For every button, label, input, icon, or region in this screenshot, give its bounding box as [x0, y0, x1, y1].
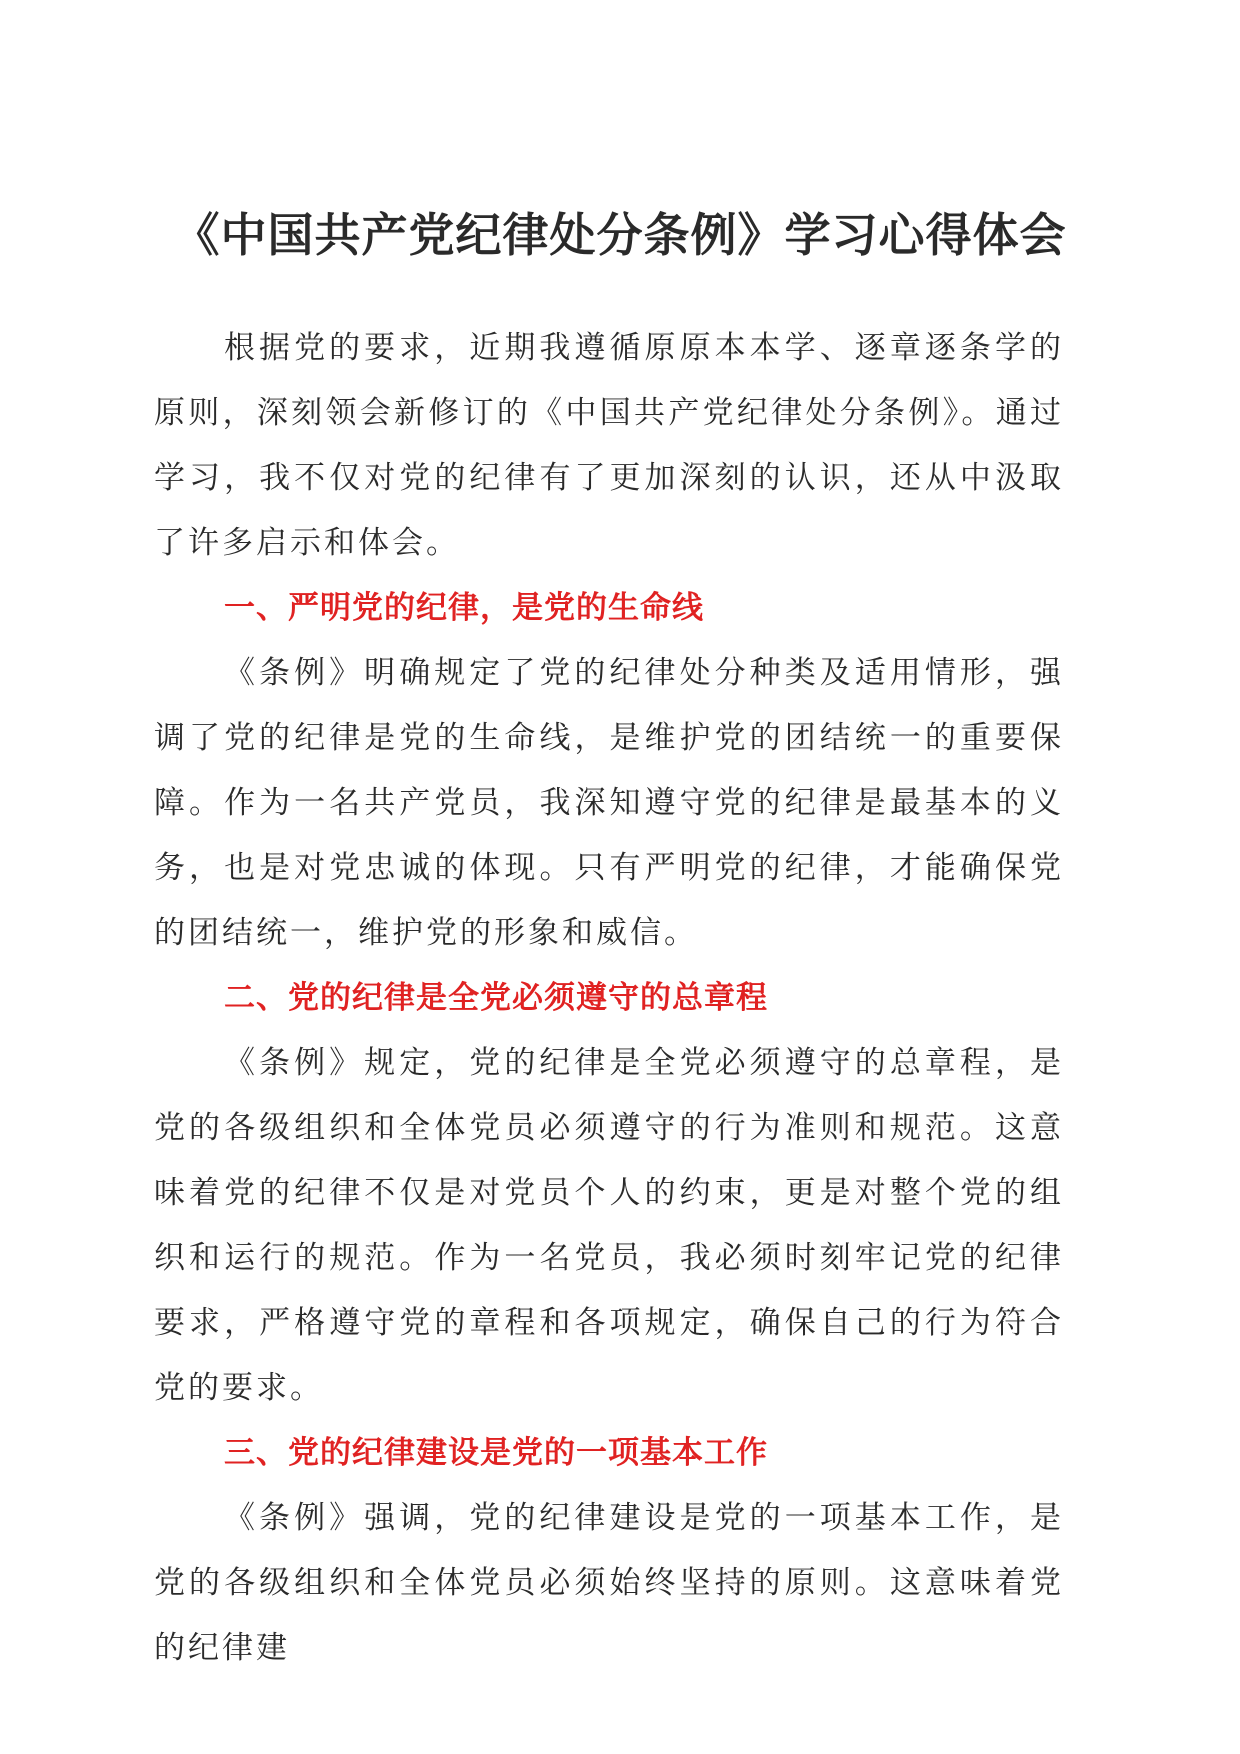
section-heading-1: 一、严明党的纪律，是党的生命线: [224, 590, 704, 626]
section-heading-3: 三、党的纪律建设是党的一项基本工作: [224, 1435, 768, 1471]
section-paragraph-2: 《条例》规定，党的纪律是全党必须遵守的总章程，是党的各级组织和全体党员必须遵守的行为准则和规范。这意味着党的纪律不仅是对党员个人的约束，更是对整个党的组织和运行的规范。作为一名党员，我必须时刻牢记党的纪律要求，严格遵守党的章程和各项规定，确保自己的行为符合党的要求。: [154, 1045, 1064, 1406]
document-title: 《中国共产党纪律处分条例》学习心得体会: [173, 208, 1067, 262]
intro-paragraph: 根据党的要求，近期我遵循原原本本学、逐章逐条学的原则，深刻领会新修订的《中国共产党纪律处分条例》。通过学习，我不仅对党的纪律有了更加深刻的认识，还从中汲取了许多启示和体会。: [154, 330, 1064, 561]
section-paragraph-3: 《条例》强调，党的纪律建设是党的一项基本工作，是党的各级组织和全体党员必须始终坚持的原则。这意味着党的纪律建: [154, 1500, 1064, 1666]
document-body: [154, 316, 1064, 1681]
section-paragraph-1: 《条例》明确规定了党的纪律处分种类及适用情形，强调了党的纪律是党的生命线，是维护党的团结统一的重要保障。作为一名共产党员，我深知遵守党的纪律是最基本的义务，也是对党忠诚的体现。只有严明党的纪律，才能确保党的团结统一，维护党的形象和威信。: [154, 655, 1064, 951]
section-heading-2: 二、党的纪律是全党必须遵守的总章程: [224, 980, 768, 1016]
